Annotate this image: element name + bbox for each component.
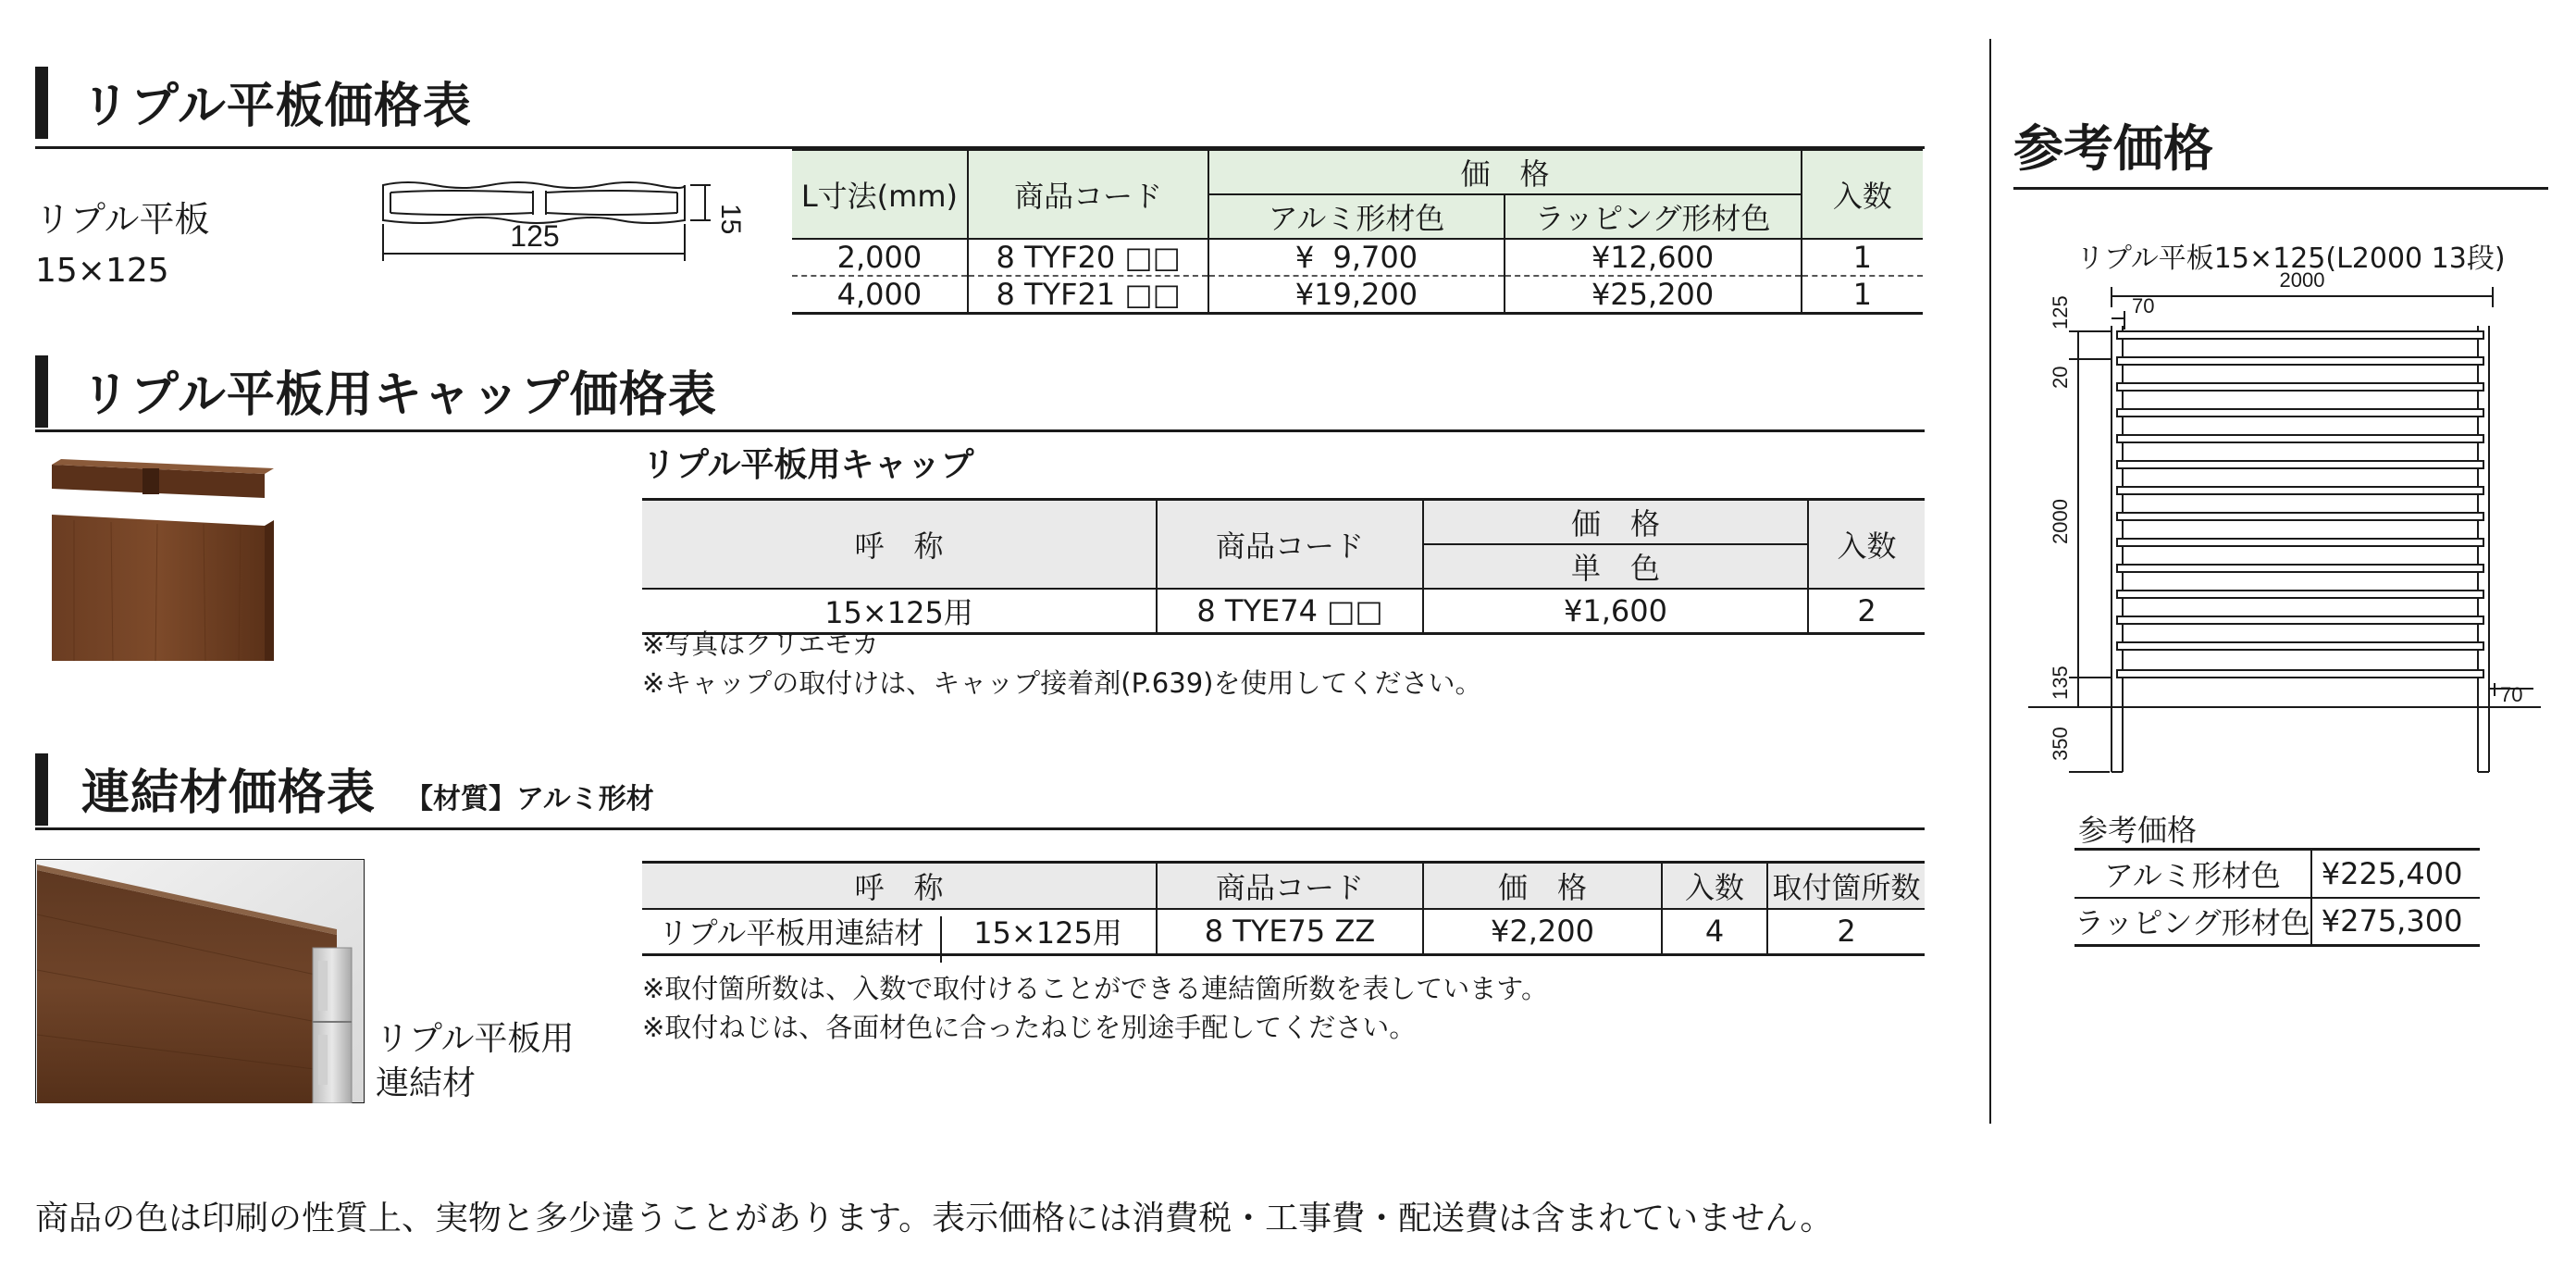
- dim-bottom-margin: 135: [2049, 665, 2072, 700]
- ripple-board-price-table: [792, 148, 1923, 315]
- table-row: [642, 909, 1925, 955]
- cell-code: 8 TYF20 □□: [968, 239, 1209, 276]
- connector-price-table: [642, 861, 1925, 956]
- heading-bar: [35, 753, 48, 826]
- footer-note: 商品の色は印刷の性質上、実物と多少違うことがあります。表示価格には消費税・工事費・配送費は含まれていません。: [35, 1200, 1834, 1237]
- col-price: 価 格: [1423, 863, 1662, 909]
- col-points: 取付箇所数: [1767, 863, 1925, 909]
- dim-post-offset: 70: [2500, 683, 2523, 706]
- col-price: 価 格: [1208, 150, 1801, 195]
- cell-size: 15×125用: [973, 915, 1122, 951]
- cap-price-table: [642, 498, 1925, 635]
- section-title: リプル平板用キャップ価格表: [81, 367, 717, 423]
- dim-height: 15: [715, 204, 746, 235]
- reference-price-caption: 参考価格: [2078, 813, 2198, 848]
- price-label: アルミ形材色: [2074, 850, 2311, 898]
- cell-name: リプル平板用連結材: [658, 915, 924, 951]
- diagram-title: リプル平板15×125(L2000 13段): [2076, 243, 2506, 275]
- col-single: 単 色: [1423, 544, 1808, 589]
- table-row: [2074, 850, 2480, 898]
- col-code: 商品コード: [1157, 500, 1423, 590]
- price-value: ¥275,300: [2311, 898, 2480, 946]
- col-length: L寸法(mm): [792, 150, 968, 240]
- col-qty: 入数: [1808, 500, 1925, 590]
- cross-section-drawing: [370, 172, 759, 274]
- cell-qty: 1: [1802, 276, 1923, 314]
- table-row: [792, 276, 1923, 314]
- section-title: リプル平板価格表: [81, 79, 472, 134]
- col-name: 呼 称: [642, 863, 1157, 909]
- table-row: [2074, 898, 2480, 946]
- connector-note-1: ※取付箇所数は、入数で取付けることができる連結箇所数を表しています。: [642, 973, 1548, 1004]
- cell-code: 8 TYE75 ZZ: [1157, 909, 1423, 955]
- price-label: ラッピング形材色: [2074, 905, 2310, 941]
- dim-height: 2000: [2049, 499, 2072, 544]
- col-price: 価 格: [1423, 500, 1808, 545]
- cell-divider: [940, 916, 942, 963]
- cell-code: 8 TYF21 □□: [968, 276, 1209, 314]
- section-rule: [35, 429, 1925, 432]
- connector-caption-2: 連結材: [376, 1064, 477, 1102]
- product-size: 15×125: [35, 252, 169, 290]
- reference-price-table: [2074, 848, 2480, 947]
- cap-note-1: ※写真はクリエモカ: [642, 628, 879, 660]
- cell-code: 8 TYE74 □□: [1157, 589, 1423, 634]
- cell-qty: 4: [1662, 909, 1767, 955]
- cap-note-2: ※キャップの取付けは、キャップ接着剤(P.639)を使用してください。: [642, 667, 1482, 699]
- col-alumi: アルミ形材色: [1208, 194, 1504, 239]
- table-row: [792, 239, 1923, 276]
- dim-embed: 350: [2049, 727, 2072, 761]
- cell-wrap: ¥12,600: [1505, 239, 1802, 276]
- col-qty: 入数: [1802, 150, 1923, 240]
- price-value: ¥225,400: [2311, 850, 2480, 898]
- column-divider: [1989, 39, 1991, 1124]
- dim-gap: 20: [2049, 366, 2072, 389]
- cell-alumi: ¥19,200: [1208, 276, 1504, 314]
- section-title: 連結材価格表: [81, 765, 377, 821]
- col-code: 商品コード: [968, 150, 1209, 240]
- cell-price: ¥2,200: [1423, 909, 1662, 955]
- cell-length: 4,000: [836, 277, 923, 312]
- fence-diagram: [2026, 270, 2545, 779]
- col-code: 商品コード: [1157, 863, 1423, 909]
- material-label: 【材質】アルミ形材: [405, 783, 654, 815]
- col-wrap: ラッピング形材色: [1505, 194, 1802, 239]
- cell-length: 2,000: [792, 239, 968, 276]
- cell-alumi: ¥ 9,700: [1208, 239, 1504, 276]
- cell-wrap: ¥25,200: [1505, 276, 1802, 314]
- cell-qty: 2: [1808, 589, 1925, 634]
- dim-top-width: 2000: [2279, 270, 2325, 292]
- cell-qty: 1: [1802, 239, 1923, 276]
- heading-bar: [35, 67, 48, 139]
- cell-name: 15×125用: [824, 595, 973, 630]
- dim-width: 125: [510, 219, 560, 253]
- cell-points: 2: [1767, 909, 1925, 955]
- connector-photo: [35, 859, 365, 1103]
- dim-top-offset: 70: [2132, 294, 2155, 317]
- section-rule: [35, 827, 1925, 830]
- reference-title: 参考価格: [2013, 119, 2213, 178]
- cap-photo: [46, 455, 278, 661]
- col-qty: 入数: [1662, 863, 1767, 909]
- connector-caption-1: リプル平板用: [376, 1020, 575, 1058]
- cap-table-title: リプル平板用キャップ: [642, 446, 974, 484]
- connector-note-2: ※取付ねじは、各面材色に合ったねじを別途手配してください。: [642, 1012, 1417, 1043]
- product-name: リプル平板: [35, 199, 210, 240]
- cell-price: ¥1,600: [1423, 589, 1808, 634]
- col-name: 呼 称: [642, 500, 1157, 590]
- reference-rule: [2013, 187, 2548, 190]
- dim-top-margin: 125: [2049, 295, 2072, 330]
- heading-bar: [35, 355, 48, 428]
